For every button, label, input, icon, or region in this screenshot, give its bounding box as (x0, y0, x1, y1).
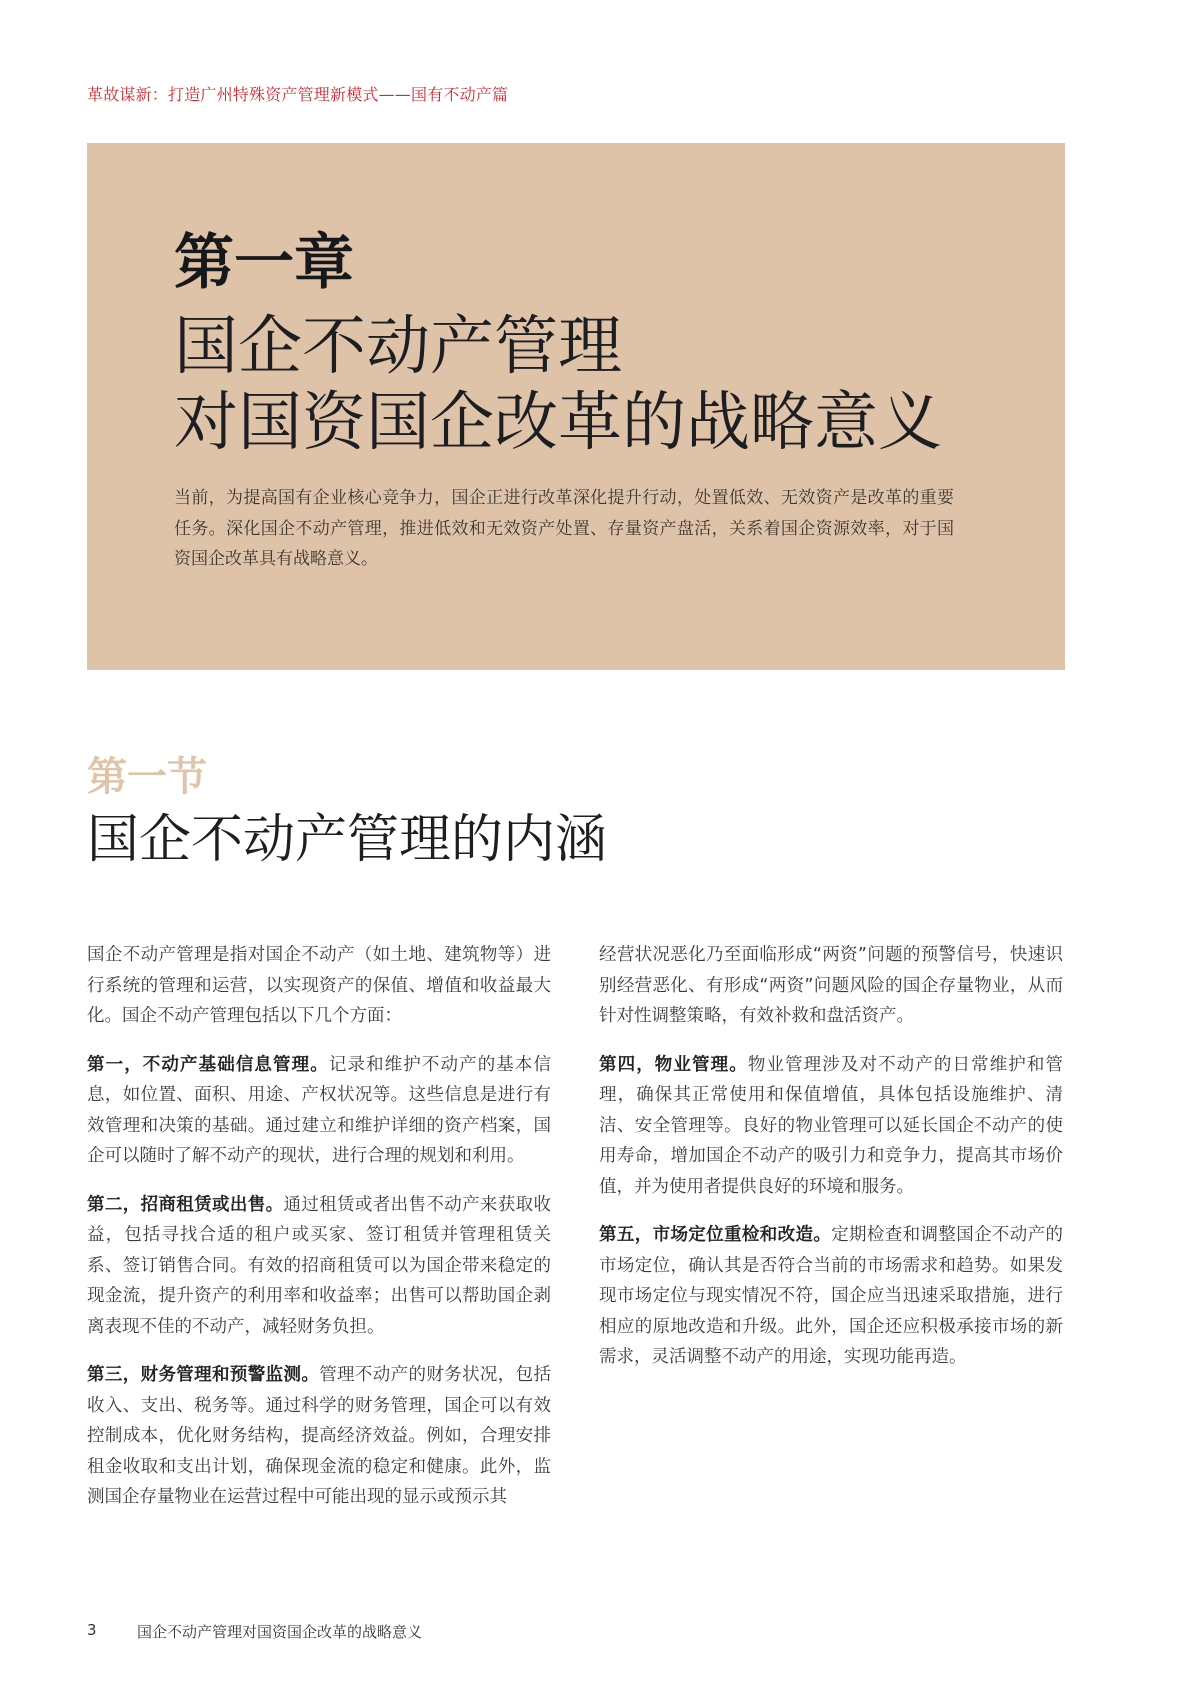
footer-title: 国企不动产管理对国资国企改革的战略意义 (137, 1623, 423, 1641)
paragraph-lead: 第三，财务管理和预警监测。 (87, 1365, 320, 1385)
paragraph-item-5 (599, 1220, 1063, 1373)
chapter-title (174, 309, 942, 461)
body-column-left (87, 940, 551, 1531)
body-column-right (599, 940, 1063, 1391)
paragraph-lead: 第四，物业管理。 (599, 1054, 748, 1075)
paragraph-text: 记录和维护不动产的基本信息，如位置、面积、用途、产权状况等。这些信息是进行有效管理和决策的基础。通过建立和维护详细的资产档案，国企可以随时了解不动产的现状，进行合理的规划和利用。 (87, 1054, 552, 1166)
chapter-label: 第一章 (174, 228, 354, 298)
paragraph-item-4 (599, 1050, 1063, 1203)
paragraph-lead: 第一，不动产基础信息管理。 (87, 1054, 329, 1075)
chapter-intro: 当前，为提高国有企业核心竞争力，国企正进行改革深化提升行动，处置低效、无效资产是改革的重要任务。深化国企不动产管理，推进低效和无效资产处置、存量资产盘活，关系着国企资源效率，对于国资国企改革具有战略意义。 (174, 488, 954, 569)
paragraph-item-2 (87, 1190, 551, 1343)
running-header: 革故谋新：打造广州特殊资产管理新模式——国有不动产篇 (87, 85, 509, 104)
chapter-title-line1: 国企不动产管理 (174, 310, 622, 384)
paragraph-text: 管理不动产的财务状况，包括收入、支出、税务等。通过科学的财务管理，国企可以有效控制成本，优化财务结构，提高经济效益。例如，合理安排租金收取和支出计划，确保现金流的稳定和健康。此外，监测国企存量物业在运营过程中可能出现的显示或预示其 (87, 1365, 552, 1507)
paragraph-lead: 第二，招商租赁或出售。 (87, 1194, 284, 1215)
section-title: 国企不动产管理的内涵 (87, 810, 608, 870)
chapter-banner (87, 143, 1065, 670)
paragraph-text: 定期检查和调整国企不动产的市场定位，确认其是否符合当前的市场需求和趋势。如果发现市场定位与现实情况不符，国企应当迅速采取措施，进行相应的原地改造和升级。此外，国企还应积极承接市场的新需求，灵活调整不动产的用途，实现功能再造。 (599, 1225, 1064, 1367)
paragraph-lead: 第五，市场定位重检和改造。 (599, 1225, 832, 1245)
paragraph-item-1 (87, 1050, 551, 1172)
body-intro: 国企不动产管理是指对国企不动产（如土地、建筑物等）进行系统的管理和运营，以实现资产的保值、增值和收益最大化。国企不动产管理包括以下几个方面： (87, 945, 551, 1026)
paragraph-item-3 (87, 1360, 551, 1513)
page-number: 3 (87, 1621, 97, 1639)
section-label: 第一节 (87, 754, 207, 800)
paragraph-continuation: 经营状况恶化乃至面临形成“两资”问题的预警信号，快速识别经营恶化、有形成“两资”问题风险的国企存量物业，从而针对性调整策略，有效补救和盘活资产。 (599, 945, 1063, 1026)
chapter-title-line2: 对国资国企改革的战略意义 (174, 386, 942, 460)
paragraph-text: 物业管理涉及对不动产的日常维护和管理，确保其正常使用和保值增值，具体包括设施维护、清洁、安全管理等。良好的物业管理可以延长国企不动产的使用寿命，增加国企不动产的吸引力和竞争力，提高其市场价值，并为使用者提供良好的环境和服务。 (599, 1054, 1064, 1197)
paragraph-text: 通过租赁或者出售不动产来获取收益，包括寻找合适的租户或买家、签订租赁并管理租赁关系、签订销售合同。有效的招商租赁可以为国企带来稳定的现金流，提升资产的利用率和收益率；出售可以帮助国企剥离表现不佳的不动产，减轻财务负担。 (87, 1194, 552, 1337)
